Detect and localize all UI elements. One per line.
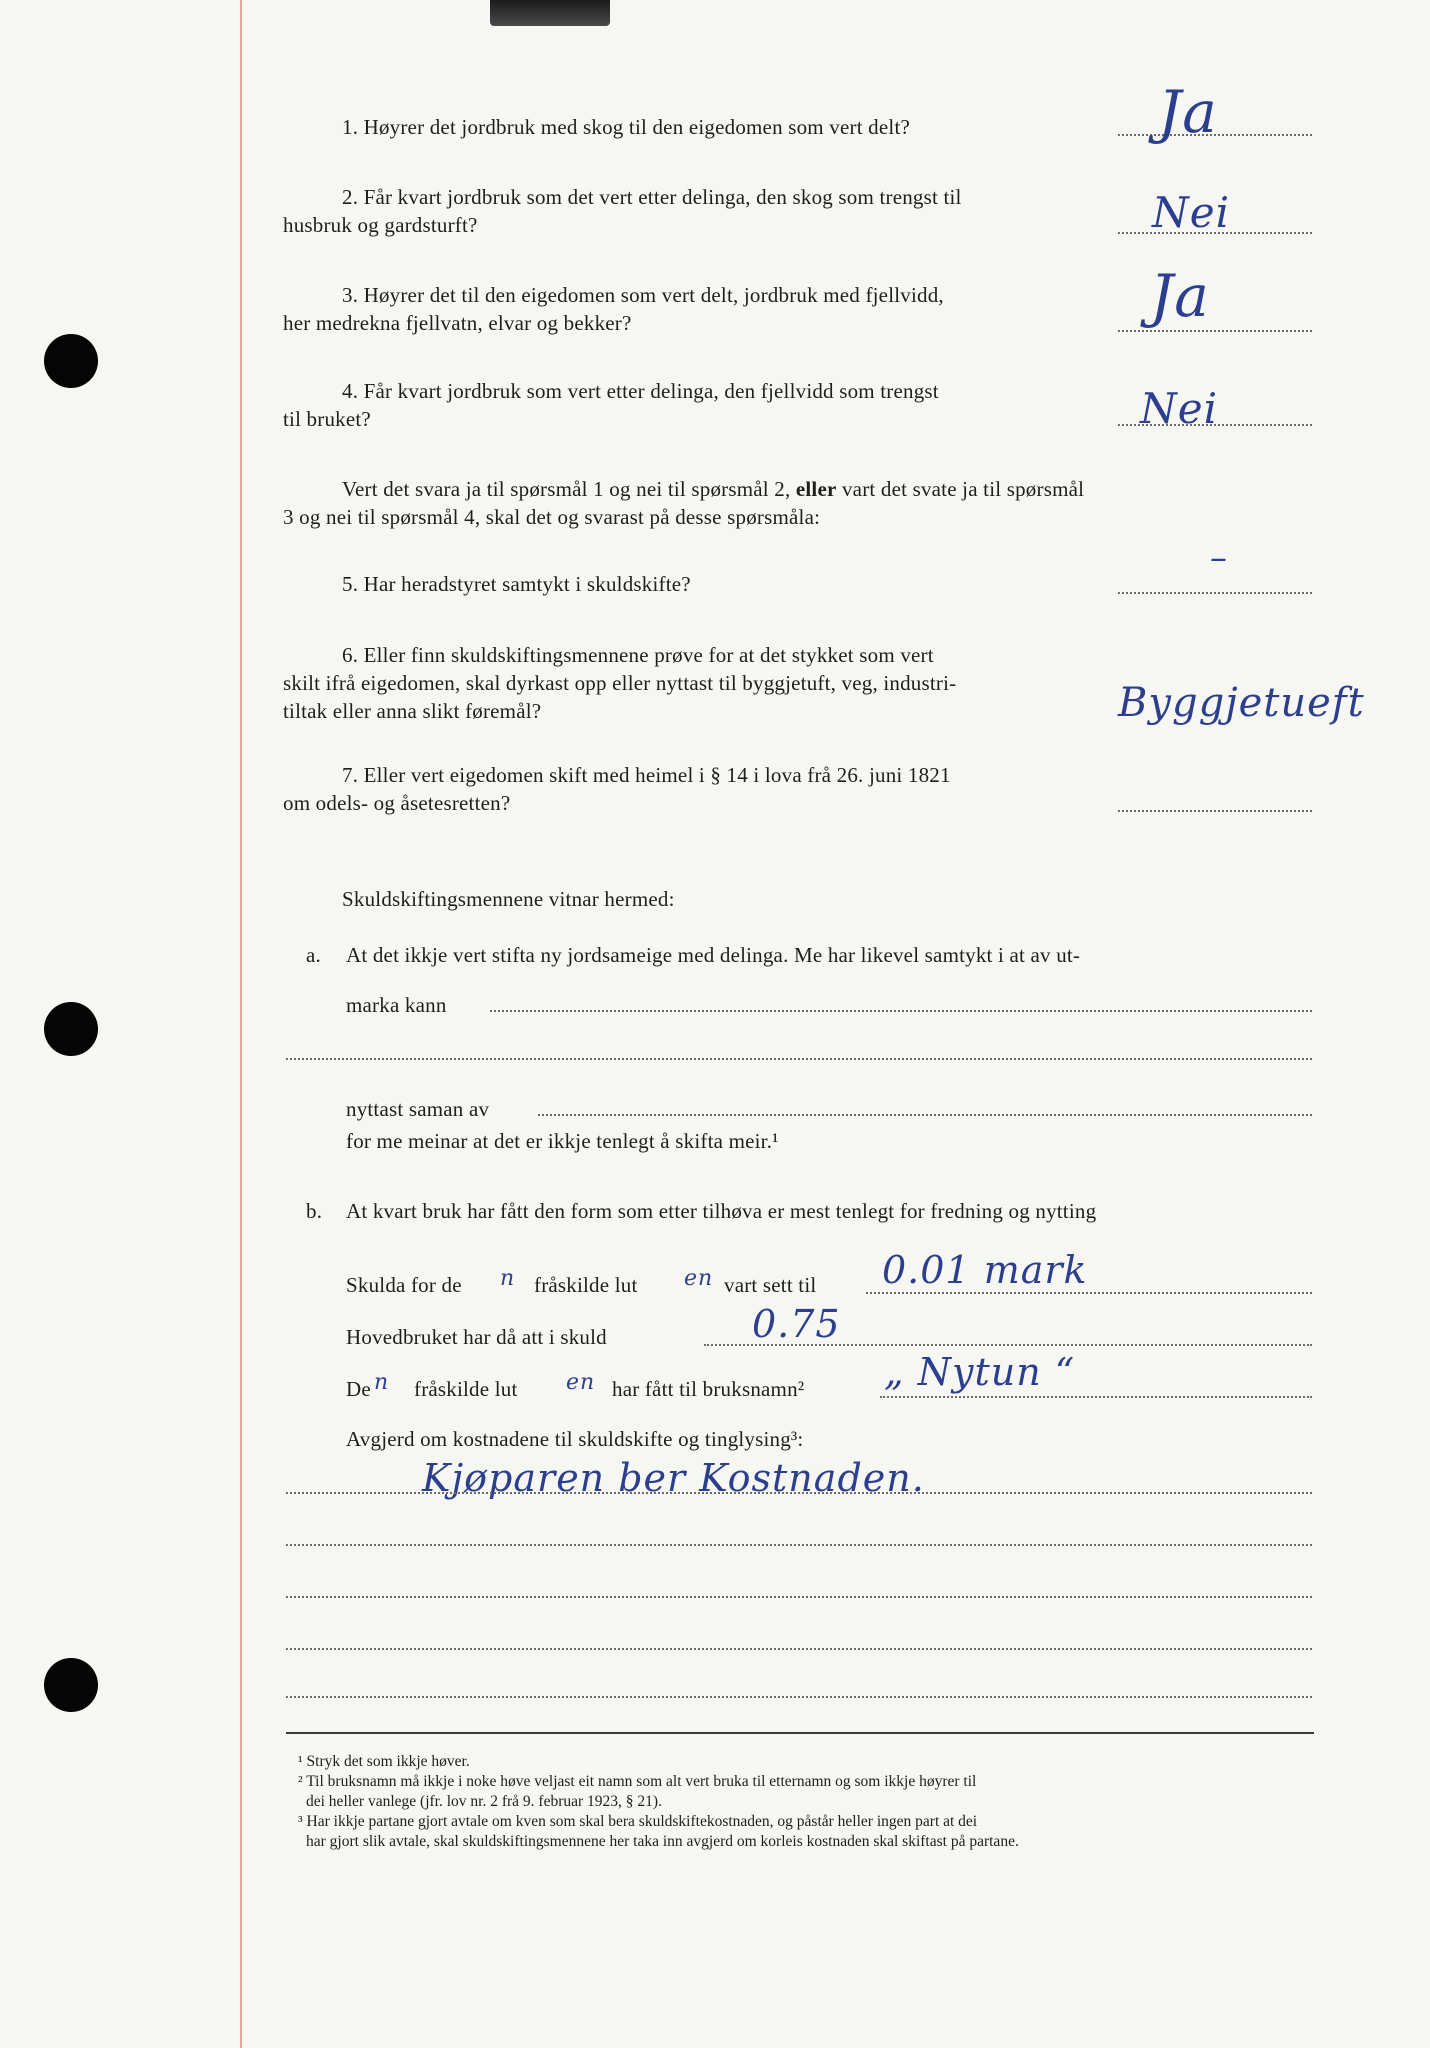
item-a-label: a. [306, 943, 321, 967]
footnote-1: ¹ Stryk det som ikkje høver. [298, 1753, 470, 1770]
answer-3: Ja [1150, 262, 1210, 330]
answer-5: – [1210, 538, 1228, 578]
item-b-line-1: At kvart bruk har fått den form som etter tilhøva er mest tenlegt for fredning og nytting [346, 1199, 1097, 1223]
answer-4: Nei [1140, 384, 1219, 433]
bruksnamn-label-c: har fått til bruksnamn² [612, 1377, 805, 1401]
bruksnamn-suffix-2: en [566, 1370, 596, 1395]
question-6-line-1: 6. Eller finn skuldskiftingsmennene prøve for at det stykket som vert [342, 643, 934, 667]
scan-edge [490, 0, 610, 26]
avgjerd-line-5 [286, 1696, 1312, 1698]
question-3-line-1: 3. Høyrer det til den eigedomen som vert delt, jordbruk med fjellvidd, [342, 283, 944, 307]
item-b-label: b. [306, 1199, 323, 1223]
instruction-line-1 [342, 474, 1084, 504]
instruction-text-a: Vert det svara ja til spørsmål 1 og nei til spørsmål 2, [342, 477, 791, 501]
question-7-line-2: om odels- og åsetesretten? [283, 791, 511, 815]
item-a-reason: for me meinar at det er ikkje tenlegt å skifta meir.¹ [346, 1129, 779, 1153]
avgjerd-line-3 [286, 1596, 1312, 1598]
hovedbruk-label: Hovedbruket har då att i skuld [346, 1325, 607, 1349]
footnote-2-line-2: dei heller vanlege (jfr. lov nr. 2 frå 9. februar 1923, § 21). [306, 1793, 662, 1810]
skulda-suffix-2: en [684, 1266, 714, 1291]
answer-line-3 [1118, 330, 1312, 332]
skulda-label-c: vart sett til [724, 1273, 817, 1297]
bruksnamn-value: „ Nytun “ [884, 1350, 1076, 1394]
answer-line-5 [1118, 592, 1312, 594]
question-4-line-2: til bruket? [283, 407, 371, 431]
avgjerd-line-1 [286, 1492, 1312, 1494]
footnote-2-line-1: ² Til bruksnamn må ikkje i noke høve veljast eit namn som alt vert bruka til etternamn og som ikkje høyrer til [298, 1773, 977, 1790]
bruksnamn-label-b: fråskilde lut [414, 1377, 518, 1401]
bruksnamn-line [880, 1396, 1312, 1398]
question-4-line-1: 4. Får kvart jordbruk som vert etter delinga, den fjellvidd som trengst [342, 379, 939, 403]
bruksnamn-suffix-1: n [374, 1370, 390, 1395]
item-a-line-1: At det ikkje vert stifta ny jordsameige med delinga. Me har likevel samtykt i at av ut- [346, 943, 1081, 967]
punch-hole [44, 334, 98, 388]
skulda-value: 0.01 mark [882, 1248, 1088, 1292]
footnote-3-line-1: ³ Har ikkje partane gjort avtale om kven som skal bera skuldskiftekostnaden, og påstår heller ingen part at dei [298, 1813, 978, 1830]
skulda-suffix-1: n [500, 1266, 516, 1291]
footnote-rule [286, 1732, 1314, 1734]
question-5: 5. Har heradstyret samtykt i skuldskifte? [342, 572, 691, 596]
skulda-line [866, 1292, 1312, 1294]
question-7-line-1: 7. Eller vert eigedomen skift med heimel i § 14 i lova frå 26. juni 1821 [342, 763, 951, 787]
punch-hole [44, 1658, 98, 1712]
punch-hole [44, 1002, 98, 1056]
question-3-line-2: her medrekna fjellvatn, elvar og bekker? [283, 311, 632, 335]
margin-line [240, 0, 242, 2048]
witness-heading: Skuldskiftingsmennene vitnar hermed: [342, 887, 675, 911]
avgjerd-value: Kjøparen ber Kostnaden. [422, 1456, 925, 1500]
avgjerd-label: Avgjerd om kostnadene til skuldskifte og tinglysing³: [346, 1427, 804, 1451]
item-a-line-2: marka kann [346, 993, 447, 1017]
bruksnamn-label-a: De [346, 1377, 371, 1401]
used-by-line [538, 1114, 1312, 1116]
instruction-line-2: 3 og nei til spørsmål 4, skal det og svarast på desse spørsmåla: [283, 505, 821, 529]
answer-2: Nei [1152, 188, 1231, 237]
instruction-bold: eller [795, 477, 837, 501]
question-1: 1. Høyrer det jordbruk med skog til den eigedomen som vert delt? [342, 115, 910, 139]
footnote-3-line-2: har gjort slik avtale, skal skuldskiftingsmennene her taka inn avgjerd om korleis kostnaden skal skiftast på partane. [306, 1833, 1019, 1850]
avgjerd-line-2 [286, 1544, 1312, 1546]
answer-1: Ja [1158, 78, 1218, 146]
instruction-text-b: vart det svate ja til spørsmål [841, 477, 1085, 501]
outfield-line-1 [490, 1010, 1312, 1012]
question-6-line-2: skilt ifrå eigedomen, skal dyrkast opp eller nyttast til byggjetuft, veg, industri- [283, 671, 957, 695]
answer-6: Byggjetueft [1118, 680, 1365, 726]
question-2-line-1: 2. Får kvart jordbruk som det vert etter delinga, den skog som trengst til [342, 185, 962, 209]
question-6-line-3: tiltak eller anna slikt føremål? [283, 699, 542, 723]
outfield-line-2 [286, 1058, 1312, 1060]
question-2-line-2: husbruk og gardsturft? [283, 213, 478, 237]
skulda-label-b: fråskilde lut [534, 1273, 638, 1297]
skulda-label-a: Skulda for de [346, 1273, 462, 1297]
hovedbruk-value: 0.75 [752, 1302, 841, 1346]
avgjerd-line-4 [286, 1648, 1312, 1650]
item-a-used: nyttast saman av [346, 1097, 490, 1121]
answer-line-7 [1118, 810, 1312, 812]
